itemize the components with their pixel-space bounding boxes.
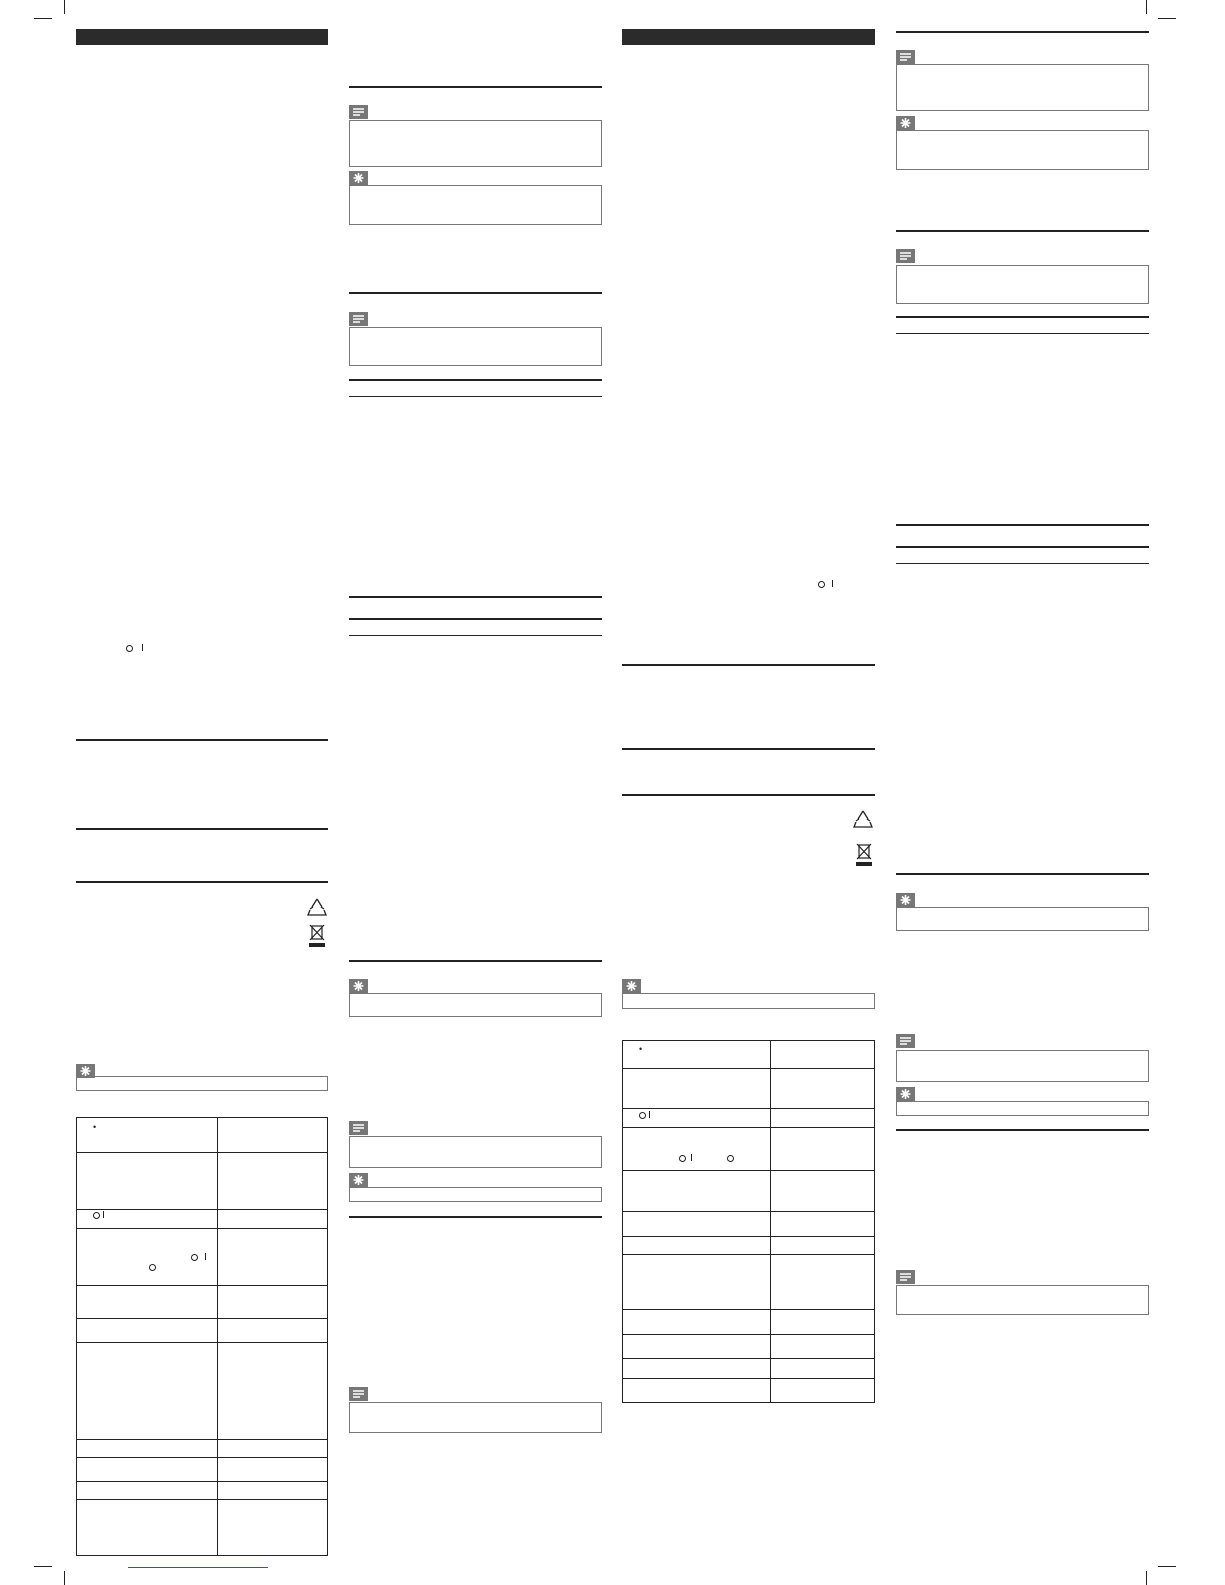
power-on-bar-icon — [649, 1111, 650, 1118]
note-box — [349, 120, 602, 167]
power-on-bar-icon — [205, 1253, 206, 1260]
tip-icon — [622, 979, 641, 993]
section-divider — [896, 316, 1149, 318]
section-divider — [622, 664, 875, 666]
note-box — [349, 1136, 602, 1168]
website-link-underline[interactable] — [128, 1567, 268, 1568]
section-divider — [349, 379, 602, 381]
tip-box — [896, 130, 1149, 170]
crop-mark — [1158, 1566, 1176, 1567]
tip-icon — [349, 979, 368, 993]
section-divider — [349, 86, 602, 88]
section-divider — [76, 881, 328, 883]
power-on-bar-icon — [832, 580, 833, 587]
note-icon — [896, 1034, 915, 1048]
tip-box — [76, 1076, 328, 1091]
tip-box — [622, 993, 875, 1009]
recycle-icon — [306, 897, 328, 919]
tip-icon — [349, 1173, 368, 1187]
crop-mark — [1146, 1571, 1147, 1585]
note-box — [896, 1285, 1149, 1315]
section-divider — [896, 31, 1149, 33]
section-divider — [349, 396, 602, 397]
section-divider — [896, 1129, 1149, 1131]
crop-mark — [64, 1571, 65, 1585]
tip-box — [896, 907, 1149, 931]
tip-icon — [896, 893, 915, 907]
power-off-circle-icon — [93, 1212, 100, 1219]
section-divider — [349, 292, 602, 294]
crop-mark — [1158, 18, 1176, 19]
note-icon — [896, 50, 915, 64]
lock-glyph: • — [639, 1044, 643, 1054]
power-off-circle-icon — [191, 1254, 198, 1261]
note-box — [896, 64, 1149, 111]
tip-icon — [349, 171, 368, 185]
section-divider — [76, 739, 328, 741]
section-divider — [349, 596, 602, 598]
section-divider — [76, 828, 328, 830]
section-divider — [622, 748, 875, 750]
section-divider — [349, 960, 602, 962]
tip-icon — [896, 116, 915, 130]
lock-glyph: • — [93, 1122, 97, 1132]
crop-mark — [1146, 0, 1147, 14]
section-header-bar — [622, 29, 875, 45]
power-off-circle-icon — [149, 1264, 156, 1271]
power-off-circle-icon — [727, 1155, 734, 1162]
crossed-bin-icon — [855, 841, 873, 867]
power-off-circle-icon — [126, 645, 133, 652]
tip-box — [349, 993, 602, 1017]
note-box — [896, 1050, 1149, 1082]
section-divider — [896, 873, 1149, 875]
note-icon — [349, 105, 368, 119]
section-divider — [896, 524, 1149, 526]
power-on-bar-icon — [142, 644, 143, 651]
section-divider — [896, 546, 1149, 548]
crop-mark — [34, 18, 52, 19]
section-header-bar — [76, 29, 328, 45]
power-off-circle-icon — [818, 581, 825, 588]
power-off-circle-icon — [639, 1112, 646, 1119]
tip-box — [349, 185, 602, 225]
section-divider — [896, 563, 1149, 564]
section-divider — [896, 333, 1149, 334]
note-box — [896, 265, 1149, 304]
tip-box — [896, 1101, 1149, 1116]
note-box — [349, 1402, 602, 1433]
note-icon — [349, 312, 368, 326]
section-divider — [349, 1216, 602, 1218]
section-divider — [349, 635, 602, 636]
tip-icon — [896, 1087, 915, 1101]
crossed-bin-icon — [308, 922, 326, 948]
section-divider — [896, 230, 1149, 232]
recycle-icon — [852, 809, 874, 831]
power-on-bar-icon — [103, 1211, 104, 1218]
note-box — [349, 327, 602, 366]
specification-table — [76, 1117, 328, 1556]
crop-mark — [34, 1566, 52, 1567]
section-divider — [622, 794, 875, 796]
note-icon — [349, 1387, 368, 1401]
note-icon — [349, 1121, 368, 1135]
section-divider — [349, 618, 602, 620]
note-icon — [896, 249, 915, 263]
power-off-circle-icon — [679, 1155, 686, 1162]
specification-table — [622, 1040, 875, 1403]
crop-mark — [64, 0, 65, 14]
note-icon — [896, 1270, 915, 1284]
power-on-bar-icon — [691, 1154, 692, 1161]
tip-box — [349, 1187, 602, 1202]
